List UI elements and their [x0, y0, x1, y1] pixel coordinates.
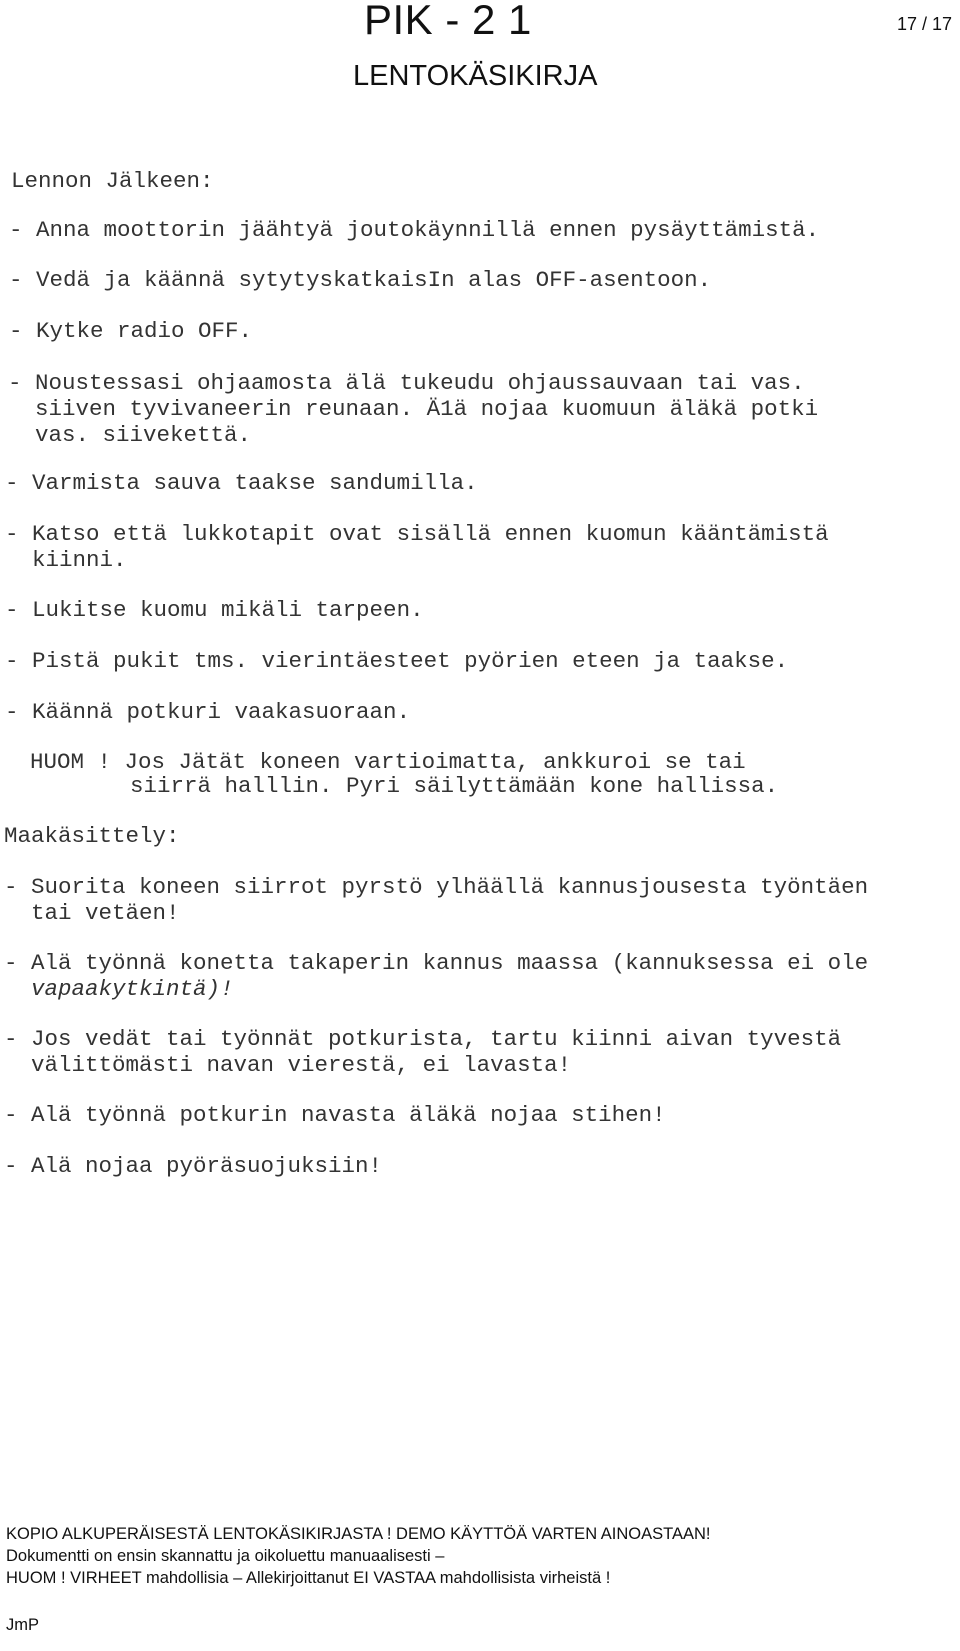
- list-item: - Noustessasi ohjaamosta älä tukeudu ohjaussauvaan tai vas.: [8, 370, 805, 396]
- footer-disclaimer-line3: HUOM ! VIRHEET mahdollisia – Allekirjoittanut EI VASTAA mahdollisista virheistä !: [6, 1569, 611, 1587]
- note-line-continuation: siirrä halllin. Pyri säilyttämään kone hallissa.: [130, 773, 779, 799]
- footer-disclaimer-line1: KOPIO ALKUPERÄISESTÄ LENTOKÄSIKIRJASTA ! DEMO KÄYTTÖÄ VARTEN AINOASTAAN!: [6, 1525, 711, 1543]
- list-item: - Käännä potkuri vaakasuoraan.: [5, 699, 411, 725]
- list-item-continuation: vas. siivekettä.: [8, 422, 252, 448]
- list-item: - Alä työnnä potkurin navasta äläkä nojaa stihen!: [4, 1102, 666, 1128]
- list-item-continuation: välittömästi navan vierestä, ei lavasta!: [4, 1052, 572, 1078]
- list-item: - Alä nojaa pyöräsuojuksiin!: [4, 1153, 383, 1179]
- list-item-continuation: tai vetäen!: [4, 900, 180, 926]
- section-heading-after-landing: Lennon Jälkeen:: [11, 168, 214, 194]
- list-item: - Varmista sauva taakse sandumilla.: [5, 470, 478, 496]
- note-line: HUOM ! Jos Jätät koneen vartioimatta, ankkuroi se tai: [30, 749, 746, 775]
- list-item-continuation: siiven tyvivaneerin reunaan. Ä1ä nojaa kuomuun äläkä potki: [8, 396, 819, 422]
- list-item: - Vedä ja käännä sytytyskatkaisIn alas OFF-asentoon.: [9, 267, 712, 293]
- list-item: - Katso että lukkotapit ovat sisällä ennen kuomun kääntämistä: [5, 521, 829, 547]
- footer-signature: JmP: [6, 1616, 39, 1634]
- list-item: - Alä työnnä konetta takaperin kannus maassa (kannuksessa ei ole: [4, 950, 869, 976]
- italic-text: vapaakytkintä)!: [4, 976, 234, 1002]
- section-heading-ground-handling: Maakäsittely:: [4, 823, 180, 849]
- list-item: - Pistä pukit tms. vierintäesteet pyörien eteen ja taakse.: [5, 648, 789, 674]
- list-item: - Suorita koneen siirrot pyrstö ylhäällä kannusjousesta työntäen: [4, 874, 869, 900]
- list-item-continuation: kiinni.: [5, 547, 127, 573]
- list-item-continuation: [4, 976, 234, 1002]
- list-item: - Kytke radio OFF.: [9, 318, 253, 344]
- list-item: - Jos vedät tai työnnät potkurista, tartu kiinni aivan tyvestä: [4, 1026, 842, 1052]
- document-subtitle: LENTOKÄSIKIRJA: [353, 60, 598, 92]
- page-number: 17 / 17: [896, 14, 952, 34]
- footer-disclaimer-line2: Dokumentti on ensin skannattu ja oikoluettu manuaalisesti –: [6, 1547, 445, 1565]
- list-item: - Anna moottorin jäähtyä joutokäynnillä ennen pysäyttämistä.: [9, 217, 820, 243]
- list-item: - Lukitse kuomu mikäli tarpeen.: [5, 597, 424, 623]
- document-title: PIK - 2 1: [364, 0, 532, 43]
